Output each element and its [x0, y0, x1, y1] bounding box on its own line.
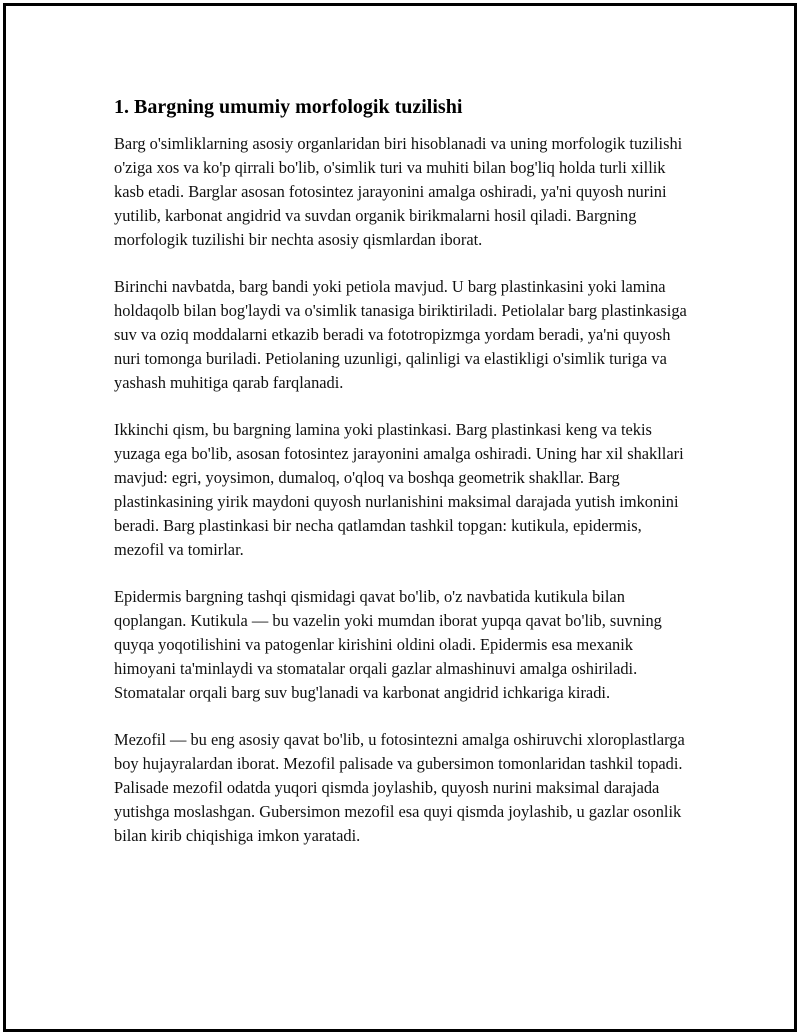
paragraph-lamina: Ikkinchi qism, bu bargning lamina yoki plastinkasi. Barg plastinkasi keng va tekis yuzaga ega bo'lib, asosan fotosintez jarayonini amalga oshiradi. Uning har xil shakllari mavjud: egri, yoysimon, dumaloq, o'qloq va boshqa geometrik shakllar. Barg plastinkasining yirik maydoni quyosh nurlanishini maksimal darajada yutish imkonini beradi. Barg plastinkasi bir necha qatlamdan tashkil topgan: kutikula, epidermis, mezofil va tomirlar. [114, 420, 684, 559]
paragraph-epidermis: Epidermis bargning tashqi qismidagi qavat bo'lib, o'z navbatida kutikula bilan qoplangan. Kutikula — bu vazelin yoki mumdan iborat yupqa qavat bo'lib, suvning quyqa yoqotilishini va patogenlar kirishini oldini oladi. Epidermis esa mexanik himoyani ta'minlaydi va stomatalar orqali gazlar almashinuvi amalga oshiriladi. Stomatalar orqali barg suv bug'lanadi va karbonat angidrid ichkariga kiradi. [114, 587, 662, 702]
paragraph-intro: Barg o'simliklarning asosiy organlaridan biri hisoblanadi va uning morfologik tuzilishi o'ziga xos va ko'p qirrali bo'lib, o'simlik turi va muhiti bilan bog'liq holda turli xillik kasb etadi. Barglar asosan fotosintez jarayonini amalga oshiradi, ya'ni quyosh nurini yutilib, karbonat angidrid va suvdan organik birikmalarni hosil qiladi. Bargning morfologik tuzilishi bir nechta asosiy qismlardan iborat. [114, 134, 683, 249]
paragraph-petiole: Birinchi navbatda, barg bandi yoki petiola mavjud. U barg plastinkasini yoki lamina holdaqolb bilan bog'laydi va o'simlik tanasiga biriktiriladi. Petiolalar barg plastinkasiga suv va oziq moddalarni etkazib beradi va fototropizmga yordam beradi, ya'ni quyosh nuri tomonga buriladi. Petiolaning uzunligi, qalinligi va elastikligi o'simlik turiga va yashash muhitiga qarab farqlanadi. [114, 277, 687, 392]
section-title: 1. Bargning umumiy morfologik tuzilishi [114, 96, 463, 118]
paragraph-mesophyll: Mezofil — bu eng asosiy qavat bo'lib, u fotosintezni amalga oshiruvchi xloroplastlarga boy hujayralardan iborat. Mezofil palisade va gubersimon tomonlaridan tashkil topadi. Palisade mezofil odatda yuqori qismda joylashib, quyosh nurini maksimal darajada yutishga moslashgan. Gubersimon mezofil esa quyi qismda joylashib, u gazlar osonlik bilan kirib chiqishiga imkon yaratadi. [114, 730, 685, 845]
document-body [114, 94, 694, 871]
